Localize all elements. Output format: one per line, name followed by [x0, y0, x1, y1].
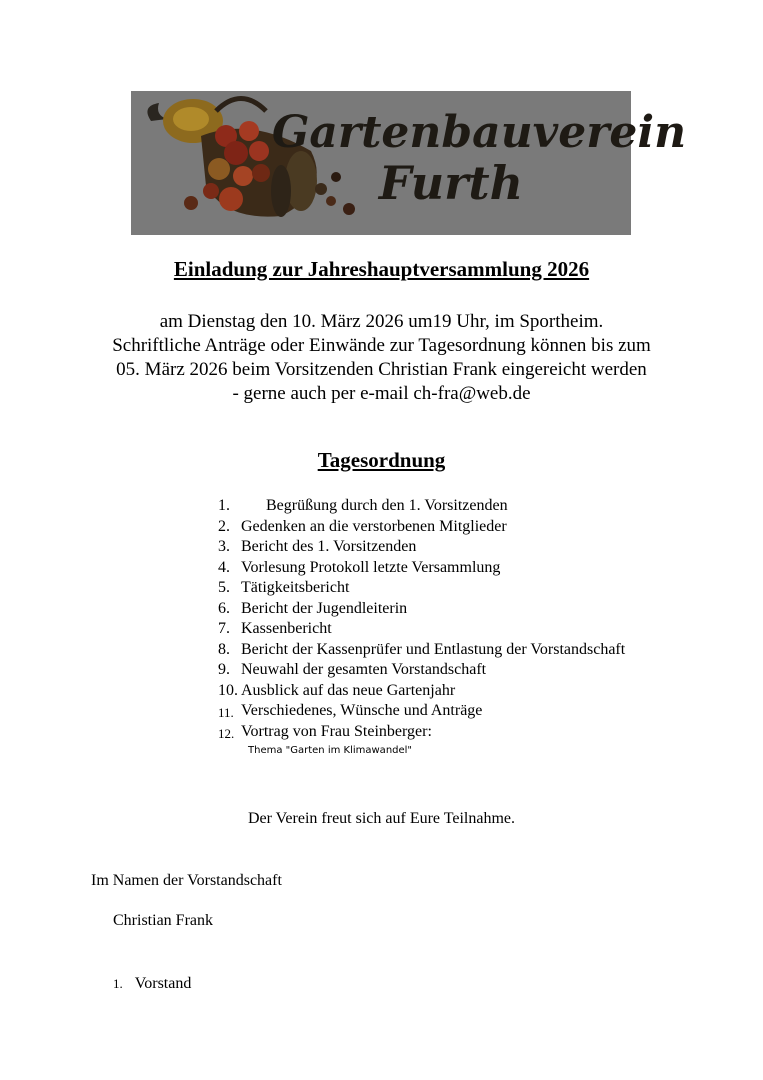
list-item-text: Kassenbericht: [241, 620, 332, 637]
list-item-number: 7.: [218, 620, 230, 637]
logo-artwork: [131, 91, 687, 235]
list-item-text: Verschiedenes, Wünsche und Anträge: [241, 702, 483, 719]
signature-role-text: Vorstand: [134, 975, 192, 992]
list-item-number: 4.: [218, 558, 230, 576]
list-item-number: 1.: [218, 497, 230, 514]
list-item-text: Vorlesung Protokoll letzte Versammlung: [241, 558, 501, 576]
list-item-number: 11.: [218, 705, 234, 720]
list-item-text: Bericht der Kassenprüfer und Entlastung der Vorstandschaft: [241, 640, 626, 658]
signature-role: [113, 975, 191, 993]
logo-title-line2: Furth: [378, 156, 524, 210]
signature-role-number: 1.: [113, 976, 123, 991]
list-item-text: Bericht des 1. Vorsitzenden: [241, 538, 417, 555]
list-item-text: Neuwahl der gesamten Vorstandschaft: [241, 661, 487, 678]
list-item-text: Tätigkeitsbericht: [241, 579, 350, 596]
list-item-number: 9.: [218, 661, 230, 678]
logo-title-line1: Gartenbauverein: [271, 107, 687, 158]
invitation-heading: Einladung zur Jahreshauptversammlung 2026: [173, 257, 590, 281]
agenda-list: [0, 496, 763, 776]
signature-name: Christian Frank: [113, 912, 213, 929]
club-logo-banner: [131, 91, 687, 235]
list-item-number: 12.: [218, 725, 235, 741]
list-item-text: Bericht der Jugendleiterin: [241, 599, 408, 617]
list-item-number: 6.: [218, 599, 230, 617]
agenda-title: Tagesordnung: [317, 448, 446, 472]
list-item-number: 10.: [218, 681, 238, 699]
list-item-text: Ausblick auf das neue Gartenjahr: [241, 681, 456, 699]
list-item-text: Gedenken an die verstorbenen Mitglieder: [241, 517, 507, 535]
signature-intro: Im Namen der Vorstandschaft: [91, 872, 282, 889]
invitation-intro: [0, 310, 763, 406]
list-item-text: Begrüßung durch den 1. Vorsitzenden: [266, 497, 508, 514]
intro-line: - gerne auch per e-mail ch-fra@web.de: [232, 383, 531, 404]
list-item-number: 3.: [218, 538, 230, 555]
agenda-note: Thema "Garten im Klimawandel": [248, 745, 413, 756]
intro-line: Schriftliche Anträge oder Einwände zur Tagesordnung können bis zum: [112, 335, 651, 356]
list-item-number: 2.: [218, 517, 230, 535]
intro-line: 05. März 2026 beim Vorsitzenden Christian Frank eingereicht werden: [116, 359, 647, 380]
list-item-number: 8.: [218, 640, 230, 658]
list-item-text: Vortrag von Frau Steinberger:: [241, 722, 432, 740]
list-item-number: 5.: [218, 579, 230, 596]
intro-line: am Dienstag den 10. März 2026 um19 Uhr, im Sportheim.: [159, 311, 604, 332]
closing-line: Der Verein freut sich auf Eure Teilnahme.: [247, 810, 516, 827]
